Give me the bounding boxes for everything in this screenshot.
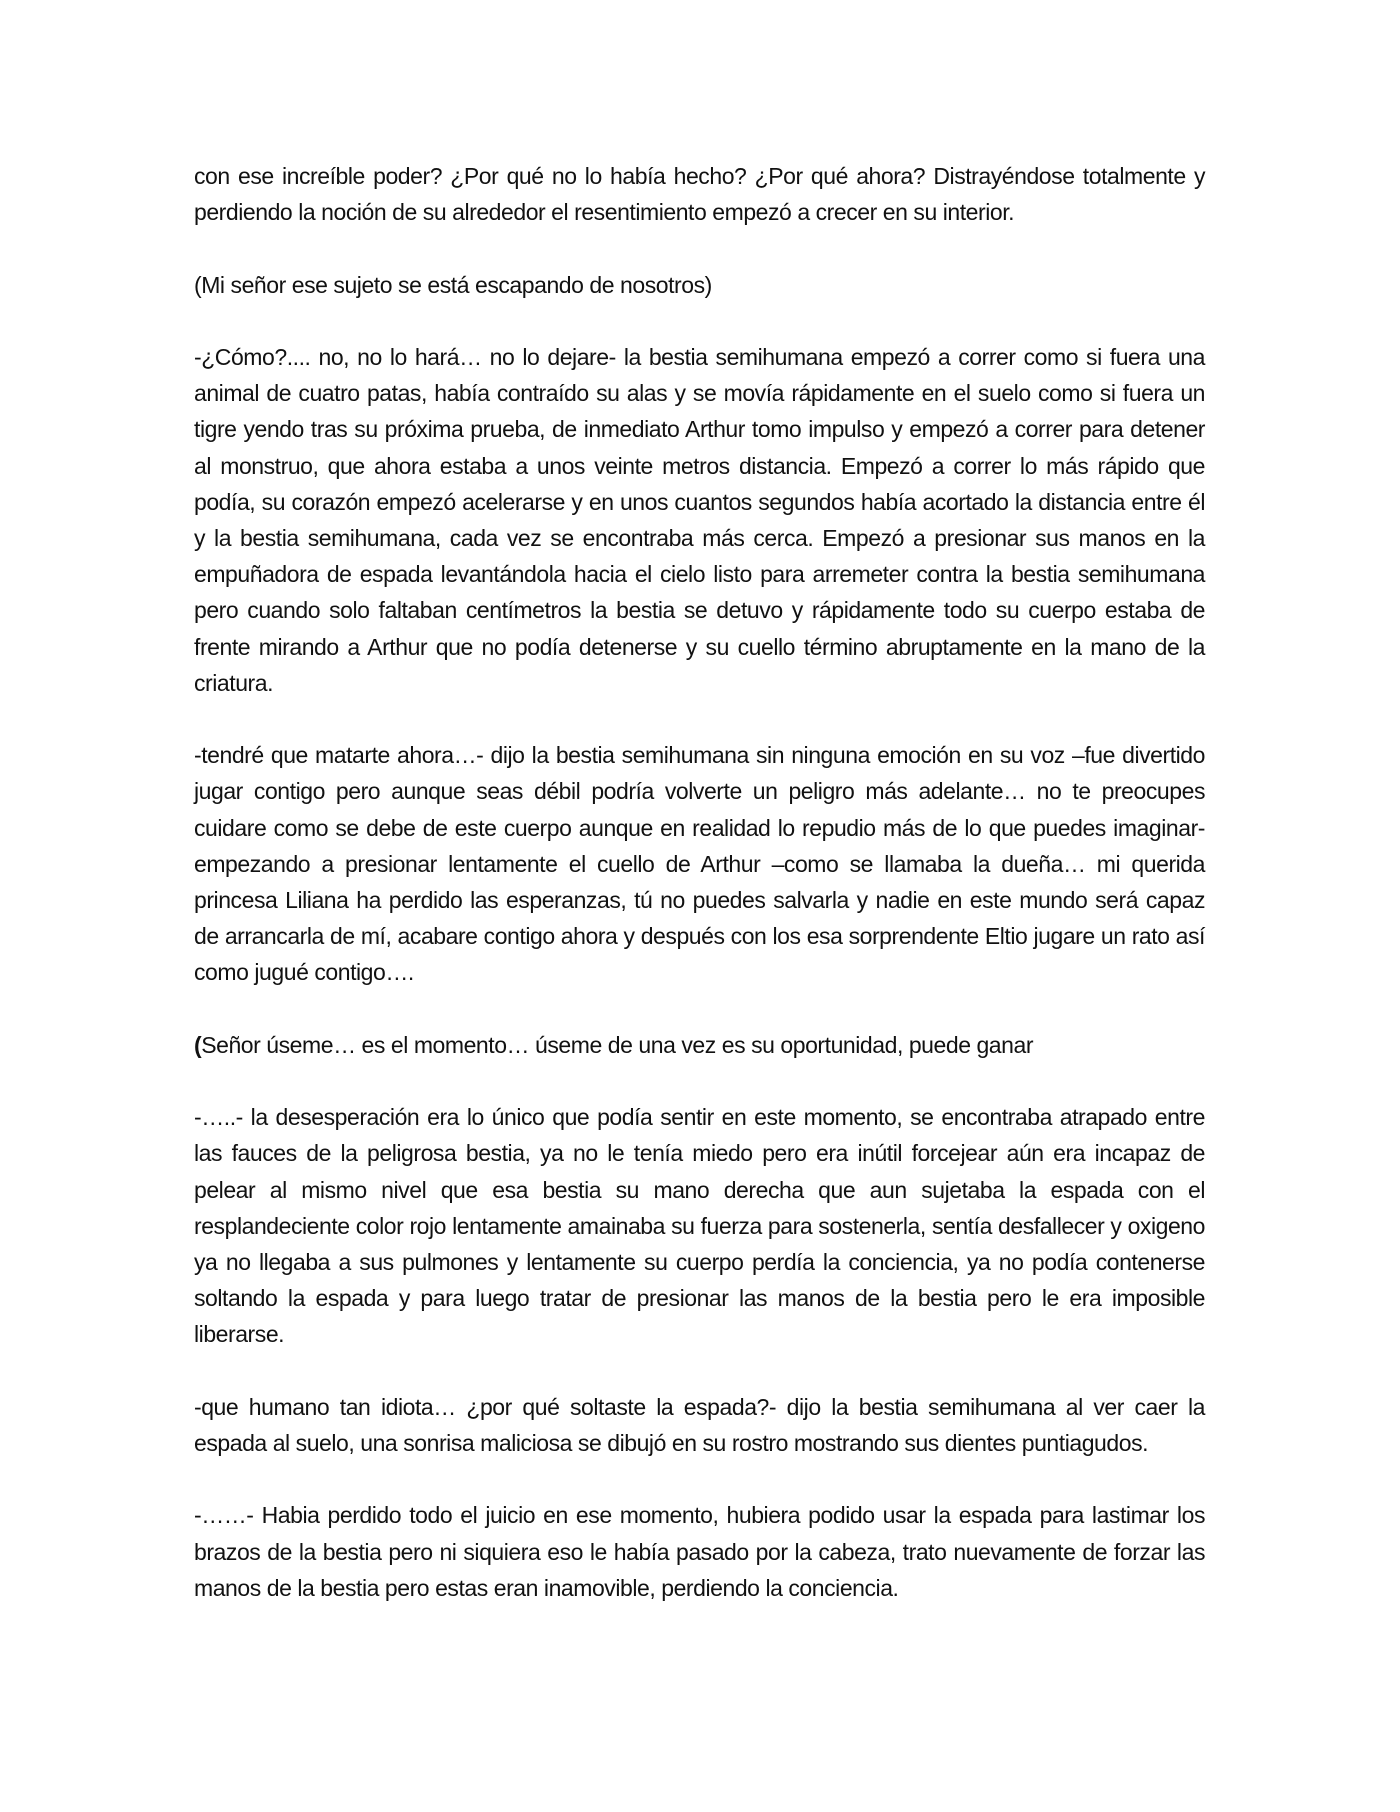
- paragraph-4: -tendré que matarte ahora…- dijo la bestia semihumana sin ninguna emoción en su voz –fue divertido jugar contigo pero aunque seas débil podría volverte un peligro más adelante… no te preocupes cuidare como se debe de este cuerpo aunque en realidad lo repudio más de lo que puedes imaginar- empezando a presionar lentamente el cuello de Arthur –como se llamaba la dueña… mi querida princesa Liliana ha perdido las esperanzas, tú no puedes salvarla y nadie en este mundo será capaz de arrancarla de mí, acabare contigo ahora y después con los esa sorprendente Eltio jugare un rato así como jugué contigo….: [194, 742, 1205, 986]
- paragraph-7: -que humano tan idiota… ¿por qué soltaste la espada?- dijo la bestia semihumana al ver caer la espada al suelo, una sonrisa maliciosa se dibujó en su rostro mostrando sus dientes puntiagudos.: [194, 1393, 1205, 1457]
- paragraph-5: [194, 1027, 1205, 1063]
- paragraph-8: -……- Habia perdido todo el juicio en ese momento, hubiera podido usar la espada para lastimar los brazos de la bestia pero ni siquiera eso le había pasado por la cabeza, trato nuevamente de forzar las manos de la bestia pero estas eran inamovible, perdiendo la conciencia.: [194, 1502, 1205, 1601]
- paragraph-2: (Mi señor ese sujeto se está escapando de nosotros): [194, 271, 712, 298]
- paragraph-1: con ese increíble poder? ¿Por qué no lo había hecho? ¿Por qué ahora? Distrayéndose totalmente y perdiendo la noción de su alrededor el resentimiento empezó a crecer en su interior.: [194, 163, 1205, 226]
- paragraph-5-text: Señor úseme… es el momento… úseme de una vez es su oportunidad, puede ganar: [201, 1031, 1034, 1058]
- paragraph-6: -…..- la desesperación era lo único que podía sentir en este momento, se encontraba atrapado entre las fauces de la peligrosa bestia, ya no le tenía miedo pero era inútil forcejear aún era incapaz de pelear al mismo nivel que esa bestia su mano derecha que aun sujetaba la espada con el resplandeciente color rojo lentamente amainaba su fuerza para sostenerla, sentía desfallecer y oxigeno ya no llegaba a sus pulmones y lentamente su cuerpo perdía la conciencia, ya no podía contenerse soltando la espada y para luego tratar de presionar las manos de la bestia pero le era imposible liberarse.: [194, 1104, 1205, 1348]
- bold-open-paren: (: [194, 1031, 202, 1058]
- paragraph-3: -¿Cómo?.... no, no lo hará… no lo dejare- la bestia semihumana empezó a correr como si fuera una animal de cuatro patas, había contraído su alas y se movía rápidamente en el suelo como si fuera un tigre yendo tras su próxima prueba, de inmediato Arthur tomo impulso y empezó a correr para detener al monstruo, que ahora estaba a unos veinte metros distancia. Empezó a correr lo más rápido que podía, su corazón empezó acelerarse y en unos cuantos segundos había acortado la distancia entre él y la bestia semihumana, cada vez se encontraba más cerca. Empezó a presionar sus manos en la empuñadora de espada levantándola hacia el cielo listo para arremeter contra la bestia semihumana pero cuando solo faltaban centímetros la bestia se detuvo y rápidamente todo su cuerpo estaba de frente mirando a Arthur que no podía detenerse y su cuello término abruptamente en la mano de la criatura.: [194, 343, 1205, 696]
- document-page: [194, 158, 1205, 1606]
